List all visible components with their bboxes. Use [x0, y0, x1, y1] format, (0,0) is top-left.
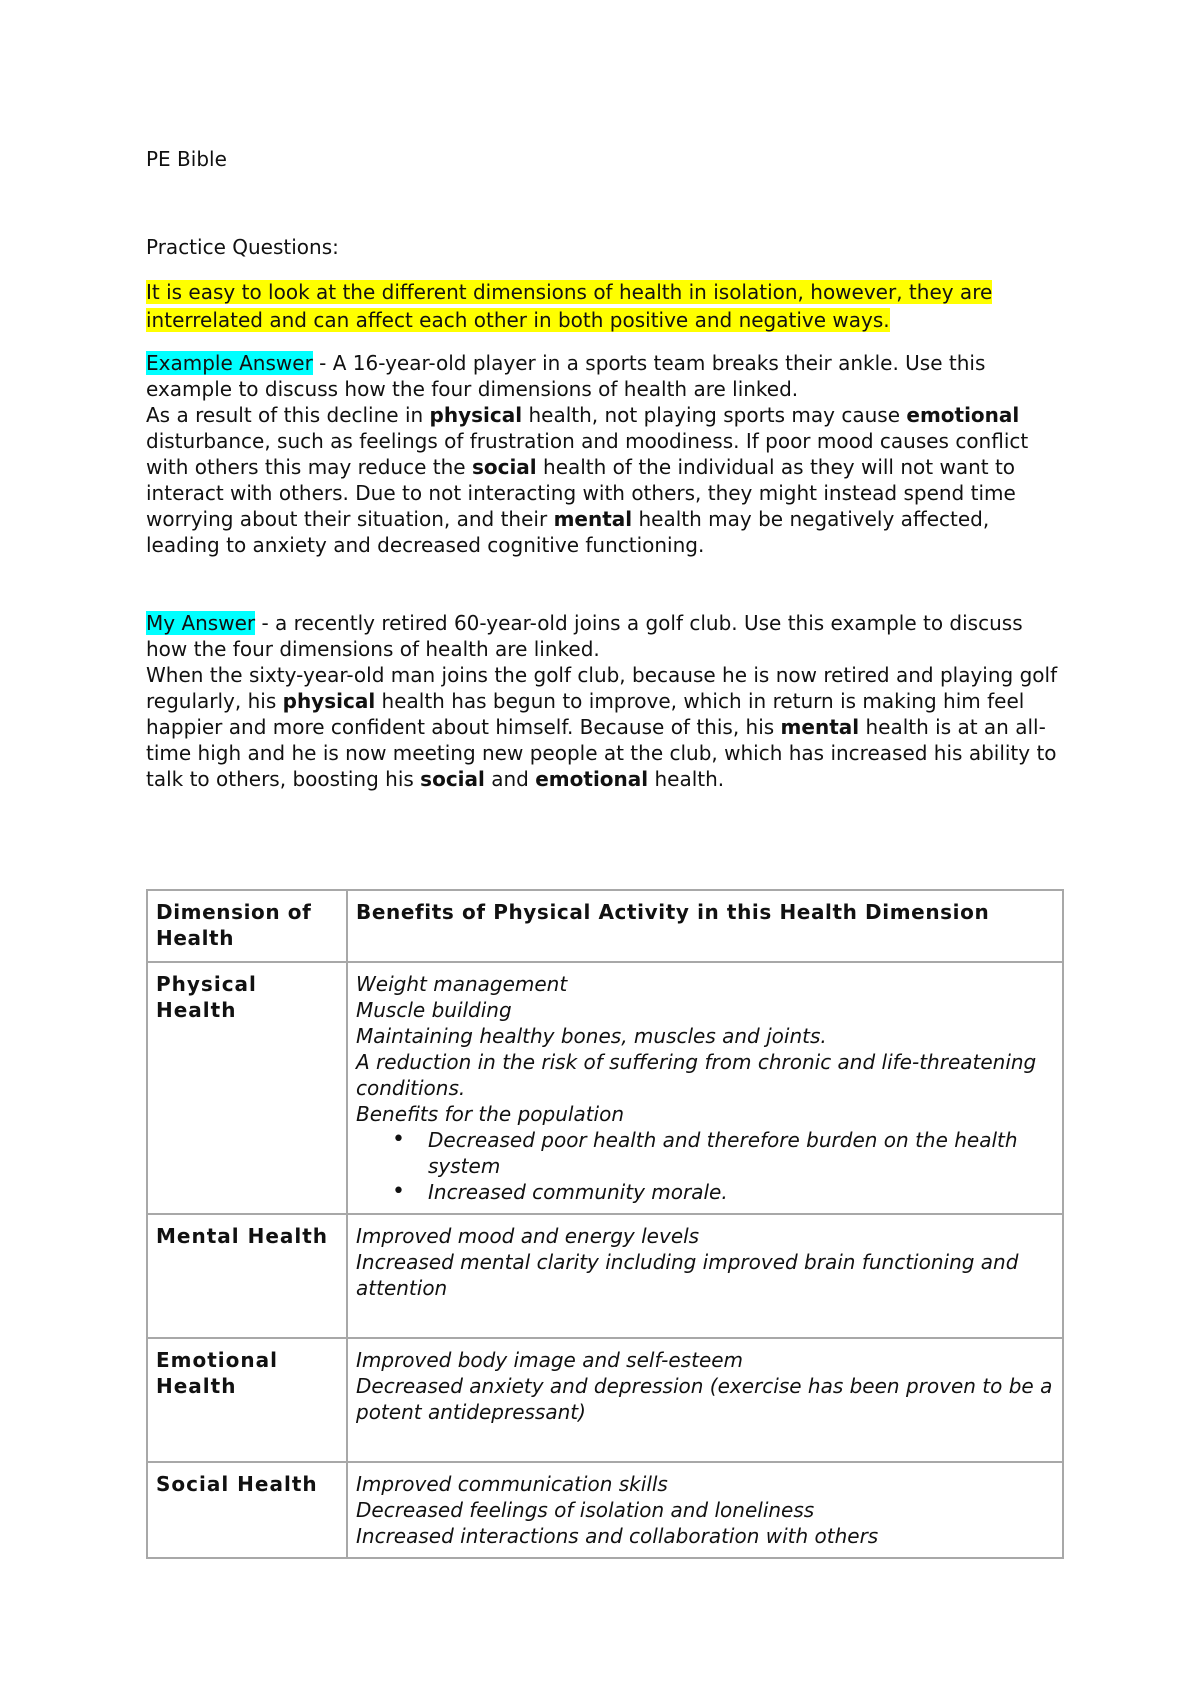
- example-answer-label: Example Answer: [146, 351, 313, 375]
- benefit-item: Increased mental clarity including improved brain functioning and attention: [356, 1250, 1019, 1300]
- dimension-physical: Physical Health: [147, 962, 347, 1214]
- example-body-text: health of the individual as they will not want to interact with others. Due to not interacting with others, they might instead spend time worrying about their situation, and their: [146, 455, 1016, 531]
- benefit-item: Weight management: [356, 972, 568, 996]
- population-benefits-list: [356, 1127, 1054, 1205]
- section-heading: Practice Questions:: [146, 235, 339, 259]
- my-answer-label: My Answer: [146, 611, 256, 635]
- table-row: [147, 962, 1063, 1214]
- my-answer-prompt-text: - a recently retired 60-year-old joins a golf club. Use this example to discuss how the four dimensions of health are linked.: [146, 611, 1023, 661]
- header-benefits: Benefits of Physical Activity in this Health Dimension: [347, 890, 1063, 962]
- benefits-mental: [347, 1214, 1063, 1338]
- example-prompt-text: - A 16-year-old player in a sports team breaks their ankle. Use this example to discuss how the four dimensions of health are linked.: [146, 351, 986, 401]
- example-body: [146, 402, 1066, 558]
- benefit-item: Improved mood and energy levels: [356, 1224, 700, 1248]
- benefit-item: Improved communication skills: [356, 1472, 668, 1496]
- keyword-emotional: emotional: [906, 403, 1020, 427]
- keyword-physical: physical: [282, 689, 376, 713]
- health-dimensions-table: [146, 889, 1064, 1559]
- intro-paragraph: [146, 278, 1066, 334]
- my-answer-body-text: health is at an all-time high and he is now meeting new people at the club, which has increased his ability to talk to others, boosting his: [146, 715, 1057, 791]
- table-row: [147, 1338, 1063, 1462]
- table-row: [147, 1462, 1063, 1558]
- my-answer-body: [146, 662, 1066, 792]
- my-answer-body-text: When the sixty-year-old man joins the golf club, because he is now retired and playing golf regularly, his: [146, 663, 1058, 713]
- bullet-item: • Decreased poor health and therefore burden on the health system: [428, 1127, 1054, 1179]
- keyword-physical: physical: [429, 403, 523, 427]
- keyword-social: social: [420, 767, 485, 791]
- benefit-item: Benefits for the population: [356, 1102, 625, 1126]
- dimension-emotional: Emotional Health: [147, 1338, 347, 1462]
- table-row: [147, 1214, 1063, 1338]
- my-answer-prompt: [146, 610, 1066, 662]
- benefit-item: Increased interactions and collaboration with others: [356, 1524, 879, 1548]
- keyword-mental: mental: [553, 507, 633, 531]
- benefit-item: Improved body image and self-esteem: [356, 1348, 744, 1372]
- example-body-text: disturbance, such as feelings of frustration and moodiness. If poor mood causes conflict with others this may reduce the: [146, 429, 1029, 479]
- benefit-item: Decreased feelings of isolation and loneliness: [356, 1498, 815, 1522]
- benefits-social: [347, 1462, 1063, 1558]
- example-prompt: [146, 350, 1066, 402]
- my-answer-body-text: health has begun to improve, which in return is making him feel happier and more confident about himself. Because of this, his: [146, 689, 1025, 739]
- dimension-mental: Mental Health: [147, 1214, 347, 1338]
- example-body-text: health may be negatively affected, leading to anxiety and decreased cognitive functioning.: [146, 507, 990, 557]
- example-body-text: As a result of this decline in: [146, 403, 430, 427]
- my-answer-body-text: and: [484, 767, 536, 791]
- keyword-social: social: [471, 455, 537, 479]
- benefit-item: Muscle building: [356, 998, 512, 1022]
- dimension-social: Social Health: [147, 1462, 347, 1558]
- keyword-mental: mental: [780, 715, 860, 739]
- benefit-item: Maintaining healthy bones, muscles and joints.: [356, 1024, 827, 1048]
- my-answer-block: [146, 610, 1066, 792]
- my-answer-body-text: health.: [648, 767, 725, 791]
- table-header-row: [147, 890, 1063, 962]
- benefits-physical: [347, 962, 1063, 1214]
- example-answer-block: [146, 350, 1066, 558]
- intro-highlight: It is easy to look at the different dimensions of health in isolation, however, they are interrelated and can affect each other in both positive and negative ways.: [146, 280, 993, 332]
- benefit-item: Decreased anxiety and depression (exercise has been proven to be a potent antidepressant): [356, 1374, 1053, 1424]
- keyword-emotional: emotional: [535, 767, 649, 791]
- benefits-emotional: [347, 1338, 1063, 1462]
- document-title: PE Bible: [146, 147, 227, 171]
- header-dimension: Dimension of Health: [147, 890, 347, 962]
- bullet-item: • Increased community morale.: [428, 1179, 1054, 1205]
- example-body-text: health, not playing sports may cause: [522, 403, 907, 427]
- benefit-item: A reduction in the risk of suffering from chronic and life-threatening conditions.: [356, 1050, 1037, 1100]
